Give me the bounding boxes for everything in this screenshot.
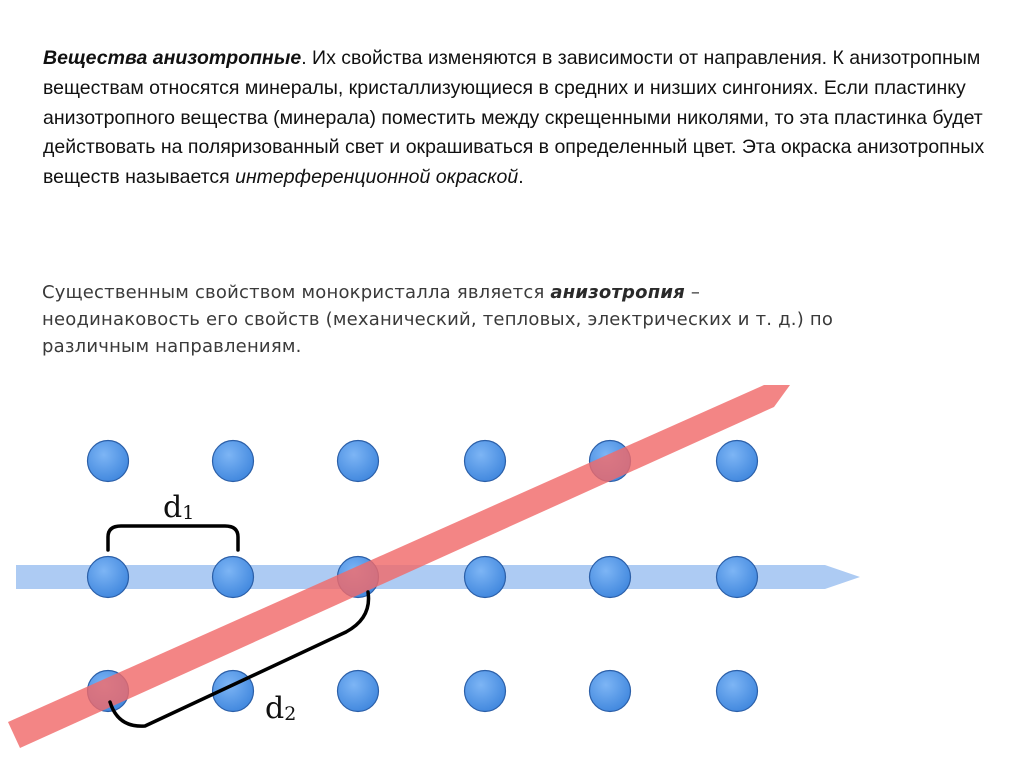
lattice-atom — [717, 441, 758, 482]
lattice-atom — [338, 441, 379, 482]
term-interference-color: интерференционной окраской — [235, 166, 519, 189]
anisotropy-paragraph-text-a: Существенным свойством монокристалла является — [42, 282, 551, 303]
lattice-atom — [213, 557, 254, 598]
d2-label: d2 — [265, 691, 297, 726]
lattice-atom — [88, 441, 129, 482]
anisotropy-paragraph-text-b: – неодинаковость его свойств (механический, тепловых, электрических и т. д.) по различным направлениям. — [42, 282, 834, 357]
lattice-atom — [717, 557, 758, 598]
lattice-atom — [338, 671, 379, 712]
intro-paragraph-text-a: . Их свойства изменяются в зависимости от направления. К анизотропным веществам относятся минералы, кристаллизующиеся в средних и низших сингониях. Если пластинку анизотропного вещества (минерала) поместить между скрещенными николями, то эта пластинка будет действовать на поляризованный свет и окрашиваться в определенный цвет. Эта окраска анизотропных веществ называется — [43, 47, 985, 189]
d1-label: d1 — [163, 490, 195, 525]
lattice-atom — [590, 671, 631, 712]
lattice-atom — [465, 441, 506, 482]
lattice-atom — [465, 557, 506, 598]
d1-bracket — [108, 526, 238, 550]
term-anisotropy: анизотропия — [550, 282, 685, 303]
lattice-atom — [590, 557, 631, 598]
lattice-atom — [88, 557, 129, 598]
term-anisotropic-substances: Вещества анизотропные — [43, 47, 302, 69]
lattice-atom — [717, 671, 758, 712]
lattice-atom — [213, 441, 254, 482]
intro-paragraph-text-b: . — [518, 166, 524, 189]
lattice-atom — [465, 671, 506, 712]
